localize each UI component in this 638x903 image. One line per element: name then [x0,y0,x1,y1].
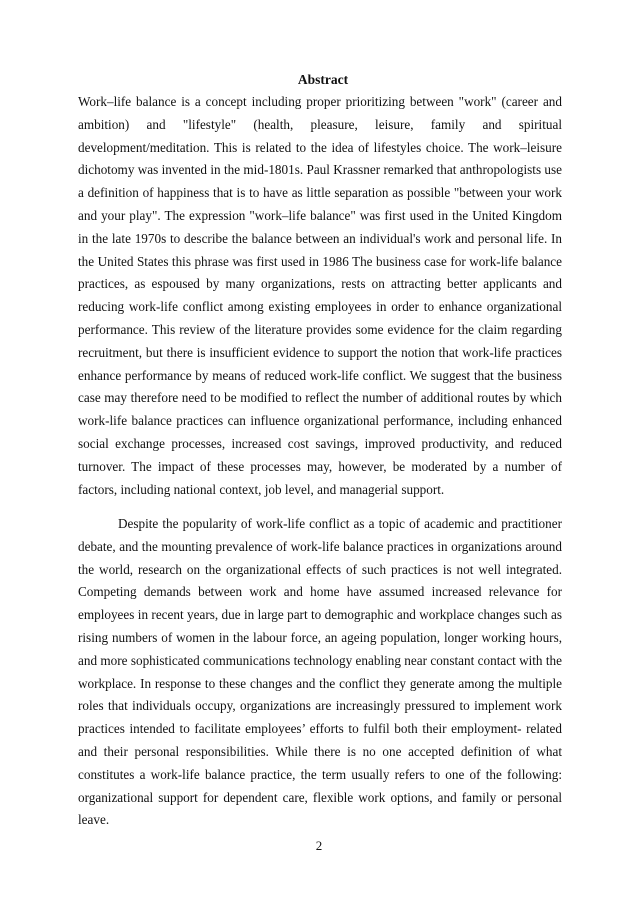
abstract-heading: Abstract [297,72,349,87]
page-number: 2 [315,838,323,853]
body-paragraph: Despite the popularity of work-life conflict as a topic of academic and practitioner debate, and the mounting prevalence of work-life balance practices in organizations around the world, research on the organizational effects of such practices is not well integrated. Competing demands between work and home have assumed increased relevance for employees in recent years, due in large part to demographic and workplace changes such as rising numbers of women in the labour force, an ageing population, longer working hours, and more sophisticated communications technology enabling near constant contact with the workplace. In response to these changes and the conflict they generate among the multiple roles that individuals occupy, organizations are increasingly pressured to implement work practices intended to facilitate employees’ efforts to fulfil both their employment- related and their personal responsibilities. While there is no one accepted definition of what constitutes a work-life balance practice, the term usually refers to one of the following: organizational support for dependent care, flexible work options, and family or personal leave. [78,516,562,828]
abstract-paragraph: Work–life balance is a concept including proper prioritizing between "work" (career and ambition) and "lifestyle" (health, pleasure, leisure, family and spiritual development/meditation. This is related to the idea of lifestyles choice. The work–leisure dichotomy was invented in the mid-1801s. Paul Krassner remarked that anthropologists use a definition of happiness that is to have as little separation as possible "between your work and your play". The expression "work–life balance" was first used in the United Kingdom in the late 1970s to describe the balance between an individual's work and personal life. In the United States this phrase was first used in 1986 The business case for work-life balance practices, as espoused by many organizations, rests on attracting better applicants and reducing work-life conflict among existing employees in order to enhance organizational performance. This review of the literature provides some evidence for the claim regarding recruitment, but there is insufficient evidence to support the notion that work-life practices enhance performance by means of reduced work-life conflict. We suggest that the business case may therefore need to be modified to reflect the number of additional routes by which work-life balance practices can influence organizational performance, including enhanced social exchange processes, increased cost savings, improved productivity, and reduced turnover. The impact of these processes may, however, be moderated by a number of factors, including national context, job level, and managerial support. [78,94,562,497]
